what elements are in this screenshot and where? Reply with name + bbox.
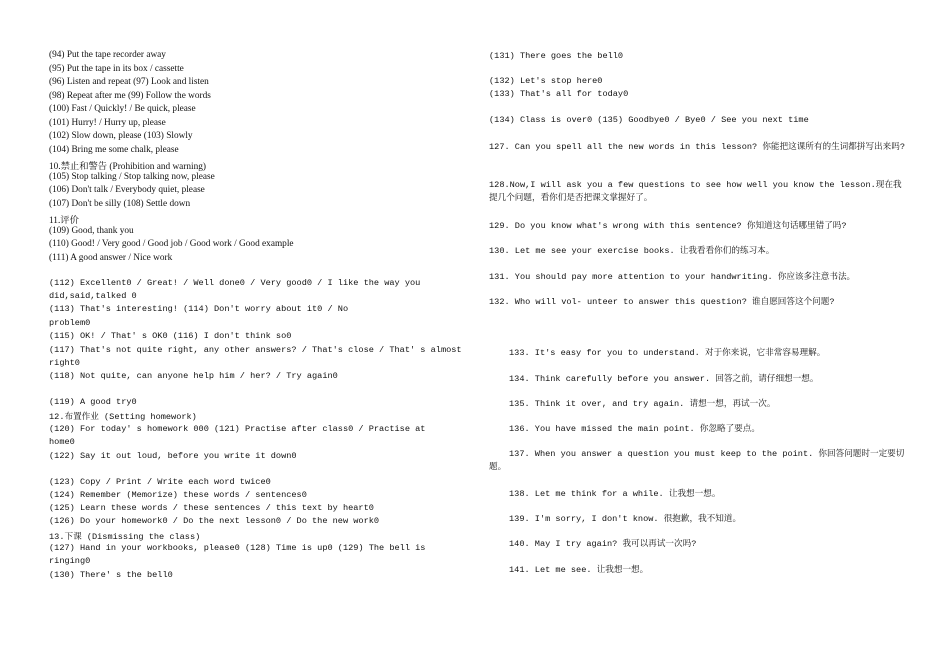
text-line: (115) OK! / That' s OK0 (116) I don't think so0	[49, 331, 292, 341]
question-140: 140. May I try again? 我可以再试一次吗?	[509, 539, 697, 549]
question-141: 141. Let me see. 让我想一想。	[509, 565, 649, 575]
text-line: right0	[49, 358, 80, 368]
text-line: (94) Put the tape recorder away	[49, 50, 166, 60]
text-line: (134) Class is over0 (135) Goodbye0 / Bye0 / See you next time	[489, 115, 809, 125]
question-136: 136. You have missed the main point. 你忽略了要点。	[509, 424, 760, 434]
text-line: (130) There' s the bell0	[49, 570, 173, 580]
text-line: (96) Listen and repeat (97) Look and listen	[49, 77, 209, 87]
text-line: (98) Repeat after me (99) Follow the words	[49, 91, 211, 101]
text-line: did,said,talked 0	[49, 291, 137, 301]
text-line: (127) Hand in your workbooks, please0 (128) Time is up0 (129) The bell is	[49, 543, 426, 553]
text-line: ringing0	[49, 556, 91, 566]
section-heading: 12.布置作业 (Setting homework)	[49, 412, 197, 422]
question-138: 138. Let me think for a while. 让我想一想。	[509, 489, 721, 499]
text-line: (131) There goes the bell0	[489, 51, 624, 61]
question-133: 133. It's easy for you to understand. 对于你来说，它非常容易理解。	[509, 348, 826, 358]
section-heading: 11.评价	[49, 216, 79, 226]
question-129: 129. Do you know what's wrong with this sentence? 你知道这句话哪里错了吗?	[489, 221, 847, 231]
section-heading: 13.下课 (Dismissing the class)	[49, 532, 201, 542]
text-line: problem0	[49, 318, 91, 328]
text-line: (113) That's interesting! (114) Don't worry about it0 / No	[49, 304, 349, 314]
text-line: (124) Remember (Memorize) these words / sentences0	[49, 490, 307, 500]
question-134: 134. Think carefully before you answer. 回答之前，请仔细想一想。	[509, 374, 819, 384]
right-column	[489, 0, 907, 650]
question-139: 139. I'm sorry, I don't know. 很抱歉，我不知道。	[509, 514, 742, 524]
text-line: (118) Not quite, can anyone help him / her? / Try again0	[49, 371, 338, 381]
text-line: (111) A good answer / Nice work	[49, 253, 173, 263]
text-line: (117) That's not quite right, any other answers? / That's close / That' s almost	[49, 345, 462, 355]
question-130: 130. Let me see your exercise books. 让我看看你们的练习本。	[489, 246, 775, 256]
text-line: (95) Put the tape in its box / cassette	[49, 64, 184, 74]
text-line: (102) Slow down, please (103) Slowly	[49, 131, 193, 141]
text-line: (106) Don't talk / Everybody quiet, please	[49, 185, 205, 195]
left-column	[49, 0, 469, 650]
text-line: (123) Copy / Print / Write each word twice0	[49, 477, 271, 487]
section-heading: 10.禁止和警告 (Prohibition and warning)	[49, 162, 206, 172]
text-line: (100) Fast / Quickly! / Be quick, please	[49, 104, 196, 114]
text-line: (132) Let's stop here0	[489, 76, 603, 86]
text-line: (122) Say it out loud, before you write it down0	[49, 451, 297, 461]
text-line: (101) Hurry! / Hurry up, please	[49, 118, 166, 128]
question-131: 131. You should pay more attention to your handwriting. 你应该多注意书法。	[489, 272, 856, 282]
text-line: (119) A good try0	[49, 397, 137, 407]
text-line: (107) Don't be silly (108) Settle down	[49, 199, 191, 209]
question-137: 137. When you answer a question you must keep to the point. 你回答问题时一定要切题。	[489, 449, 905, 472]
text-line: (133) That's all for today0	[489, 89, 629, 99]
question-132: 132. Who will vol- unteer to answer this question? 谁自愿回答这个问题?	[489, 297, 835, 307]
question-135: 135. Think it over, and try again. 请想一想，再试一次。	[509, 399, 776, 409]
text-line: (109) Good, thank you	[49, 226, 134, 236]
text-line: (126) Do your homework0 / Do the next lesson0 / Do the new work0	[49, 516, 380, 526]
text-line: home0	[49, 437, 75, 447]
question-127: 127. Can you spell all the new words in this lesson? 你能把这课所有的生词都拼写出来吗?	[489, 142, 905, 152]
text-line: (125) Learn these words / these sentences / this text by heart0	[49, 503, 374, 513]
text-line: (104) Bring me some chalk, please	[49, 145, 179, 155]
text-line: (120) For today' s homework 000 (121) Practise after class0 / Practise at	[49, 424, 426, 434]
text-line: (112) Excellent0 / Great! / Well done0 / Very good0 / I like the way you	[49, 278, 421, 288]
question-128: 128.Now,I will ask you a few questions to see how well you know the lesson.现在我提几个问题，看你们是否把课文掌握好了。	[489, 180, 902, 203]
text-line: (105) Stop talking / Stop talking now, please	[49, 172, 215, 182]
text-line: (110) Good! / Very good / Good job / Good work / Good example	[49, 239, 294, 249]
